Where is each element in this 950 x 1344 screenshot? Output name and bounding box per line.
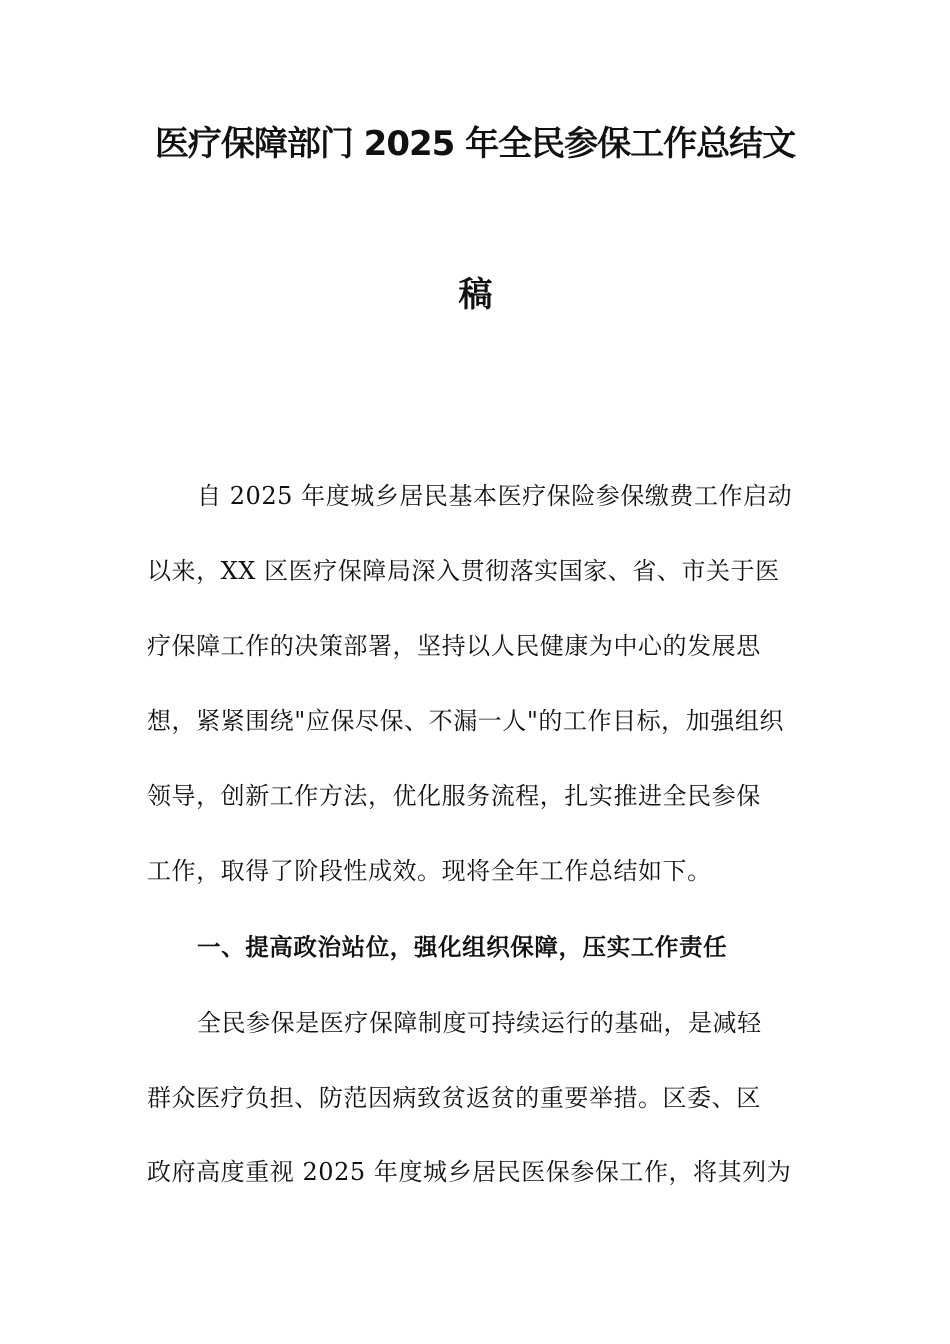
paragraph-2-line-3: 政府高度重视 2025 年度城乡居民医保参保工作，将其列为	[147, 1158, 792, 1186]
paragraph-1-line-2: 以来，XX 区医疗保障局深入贯彻落实国家、省、市关于医	[147, 557, 780, 585]
paragraph-1-line-5: 领导，创新工作方法，优化服务流程，扎实推进全民参保	[147, 782, 761, 810]
paragraph-1-line-6: 工作，取得了阶段性成效。现将全年工作总结如下。	[147, 857, 712, 885]
paragraph-2-line-2: 群众医疗负担、防范因病致贫返贫的重要举措。区委、区	[147, 1084, 761, 1112]
paragraph-1-line-4: 想，紧紧围绕"应保尽保、不漏一人"的工作目标，加强组织	[147, 707, 784, 735]
section-1-heading: 一、提高政治站位，强化组织保障，压实工作责任	[197, 933, 728, 961]
document-title-line-2: 稿	[458, 275, 492, 315]
paragraph-2-line-1: 全民参保是医疗保障制度可持续运行的基础，是减轻	[197, 1009, 762, 1037]
paragraph-1-line-1: 自 2025 年度城乡居民基本医疗保险参保缴费工作启动	[197, 482, 793, 510]
document-title-line-1: 医疗保障部门 2025 年全民参保工作总结文	[154, 124, 796, 164]
paragraph-1-line-3: 疗保障工作的决策部署，坚持以人民健康为中心的发展思	[147, 632, 761, 660]
